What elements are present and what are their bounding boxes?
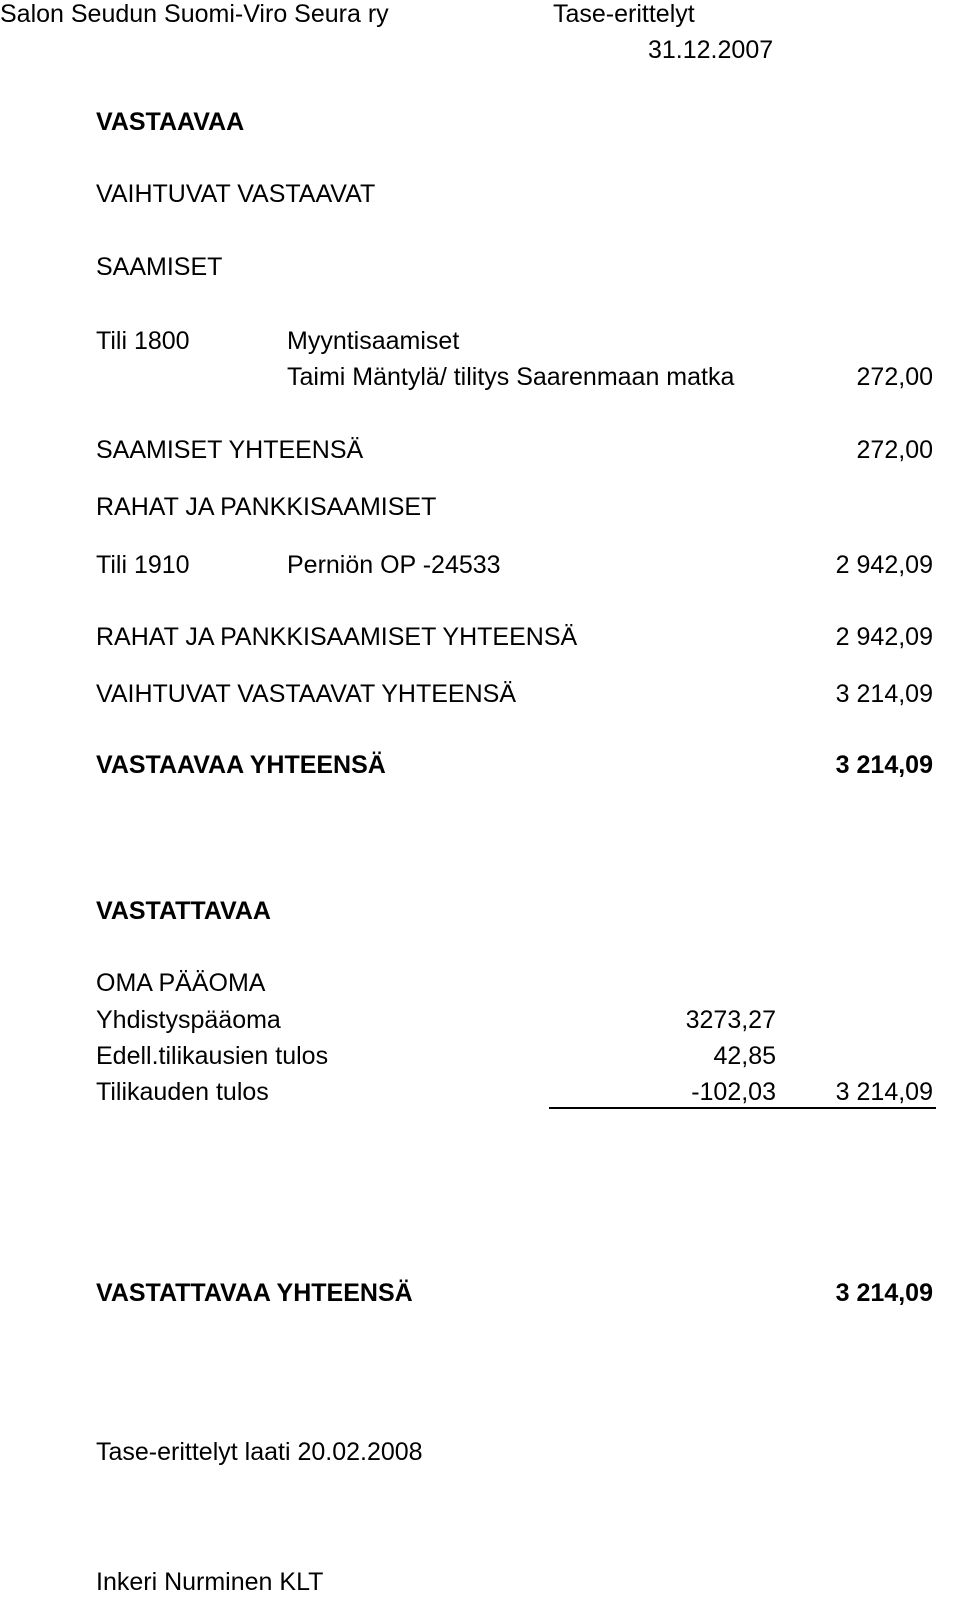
assets-total-amount: 3 214,09 — [835, 751, 933, 779]
document-title: Tase-erittelyt — [553, 0, 695, 28]
sum-underline — [549, 1107, 936, 1109]
assets-total-label: VASTAAVAA YHTEENSÄ — [96, 751, 386, 779]
signer-name: Inkeri Nurminen KLT — [96, 1568, 324, 1596]
equity-row-amount: -102,03 — [691, 1078, 776, 1106]
receivables-total-label: SAAMISET YHTEENSÄ — [96, 436, 364, 464]
cash-heading: RAHAT JA PANKKISAAMISET — [96, 493, 437, 521]
equity-row-label: Yhdistyspääoma — [96, 1006, 281, 1034]
cash-account-number: Tili 1910 — [96, 551, 190, 579]
cash-total-label: RAHAT JA PANKKISAAMISET YHTEENSÄ — [96, 623, 578, 651]
document-date: 31.12.2007 — [648, 36, 774, 64]
liabilities-total-amount: 3 214,09 — [835, 1279, 933, 1307]
equity-row-amount: 42,85 — [713, 1042, 776, 1070]
assets-heading: VASTAAVAA — [96, 108, 245, 136]
cash-account-amount: 2 942,09 — [835, 551, 933, 579]
prepared-by-line: Tase-erittelyt laati 20.02.2008 — [96, 1438, 423, 1466]
receivables-total-amount: 272,00 — [856, 436, 933, 464]
receivables-account-number: Tili 1800 — [96, 327, 190, 355]
receivables-heading: SAAMISET — [96, 253, 223, 281]
cash-account-name: Perniön OP -24533 — [287, 551, 501, 579]
liabilities-heading: VASTATTAVAA — [96, 897, 271, 925]
current-assets-total-label: VAIHTUVAT VASTAAVAT YHTEENSÄ — [96, 680, 517, 708]
cash-total-amount: 2 942,09 — [835, 623, 933, 651]
equity-row-amount: 3273,27 — [685, 1006, 776, 1034]
receivables-item-amount: 272,00 — [856, 363, 933, 391]
equity-sum-amount: 3 214,09 — [835, 1078, 933, 1106]
receivables-account-name: Myyntisaamiset — [287, 327, 460, 355]
organization-name: Salon Seudun Suomi-Viro Seura ry — [0, 0, 389, 28]
current-assets-total-amount: 3 214,09 — [835, 680, 933, 708]
current-assets-heading: VAIHTUVAT VASTAAVAT — [96, 180, 376, 208]
equity-heading: OMA PÄÄOMA — [96, 969, 266, 997]
receivables-item-description: Taimi Mäntylä/ tilitys Saarenmaan matka — [287, 363, 735, 391]
equity-row-label: Tilikauden tulos — [96, 1078, 269, 1106]
equity-row-label: Edell.tilikausien tulos — [96, 1042, 329, 1070]
liabilities-total-label: VASTATTAVAA YHTEENSÄ — [96, 1279, 413, 1307]
